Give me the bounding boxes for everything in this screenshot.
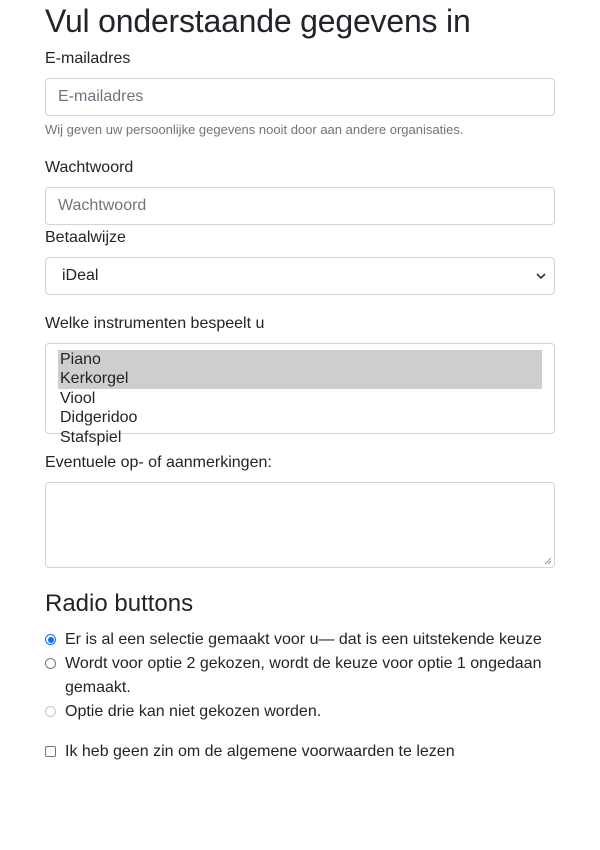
radio-option-2[interactable]	[45, 652, 575, 700]
password-label: Wachtwoord	[45, 159, 134, 176]
radio-option-label: Er is al een selectie gemaakt voor u— dat is een uitstekende keuze	[65, 631, 542, 648]
radio-option-3	[45, 700, 575, 724]
terms-checkbox[interactable]	[45, 746, 56, 757]
payment-label: Betaalwijze	[45, 229, 126, 246]
chevron-down-icon	[536, 258, 546, 309]
radio-section-heading: Radio buttons	[45, 590, 194, 617]
page-title: Vul onderstaande gegevens in	[45, 3, 471, 39]
email-help-text: Wij geven uw persoonlijke gegevens nooit door aan andere organisaties.	[45, 122, 464, 137]
instrument-option[interactable]: Piano	[58, 350, 542, 369]
radio-option-1[interactable]	[45, 628, 580, 652]
terms-label: Ik heb geen zin om de algemene voorwaarden te lezen	[65, 743, 455, 760]
remarks-textarea[interactable]	[45, 482, 555, 568]
password-input[interactable]	[45, 187, 555, 225]
instruments-listbox[interactable]	[45, 343, 555, 446]
resize-grip-icon[interactable]	[544, 557, 552, 565]
payment-select-value: iDeal	[62, 267, 99, 284]
radio-option-label: Wordt voor optie 2 gekozen, wordt de keuze voor optie 1 ongedaan gemaakt.	[65, 655, 542, 696]
instrument-option[interactable]: Viool	[60, 389, 96, 407]
payment-select[interactable]	[45, 257, 555, 295]
radio-button-checked[interactable]	[45, 634, 56, 645]
radio-button-disabled	[45, 706, 56, 717]
radio-button[interactable]	[45, 658, 56, 669]
instrument-option[interactable]: Stafspiel	[60, 428, 122, 446]
radio-option-label: Optie drie kan niet gekozen worden.	[65, 703, 322, 720]
instrument-option[interactable]: Didgeridoo	[60, 409, 138, 427]
terms-checkbox-row[interactable]	[45, 740, 575, 764]
instruments-label: Welke instrumenten bespeelt u	[45, 315, 265, 332]
instrument-option[interactable]: Kerkorgel	[58, 369, 542, 388]
remarks-label: Eventuele op- of aanmerkingen:	[45, 454, 272, 471]
email-input[interactable]	[45, 78, 555, 116]
email-label: E-mailadres	[45, 50, 131, 67]
